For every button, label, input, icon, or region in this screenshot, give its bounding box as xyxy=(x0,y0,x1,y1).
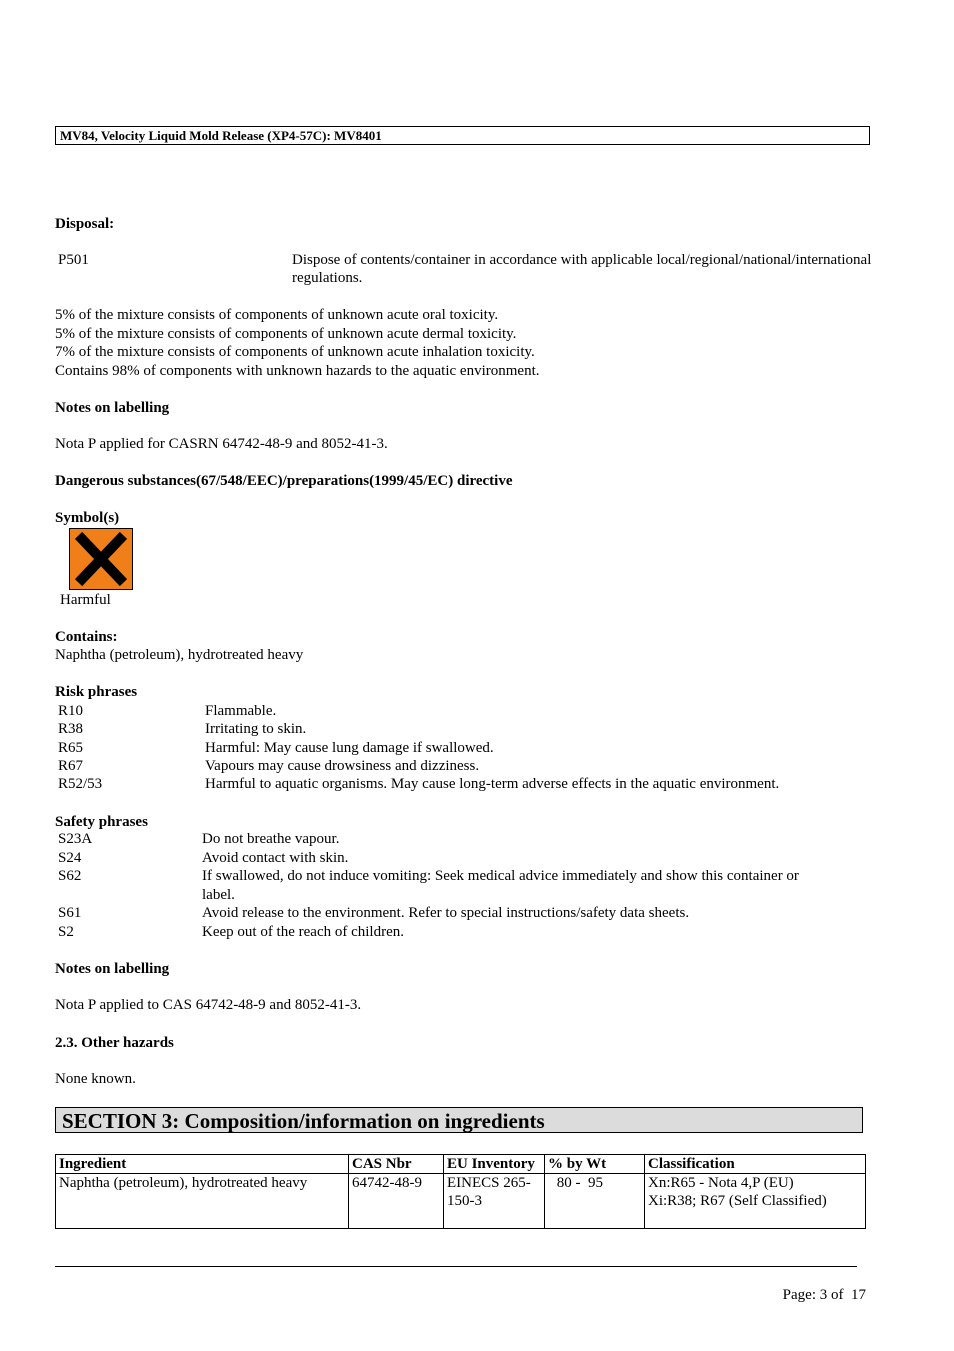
col-cas-nbr: CAS Nbr xyxy=(349,1155,444,1174)
section3-title: SECTION 3: Composition/information on ingredients xyxy=(55,1107,863,1133)
risk-text-r10: Flammable. xyxy=(205,703,277,719)
safety-text-s61: Avoid release to the environment. Refer to special instructions/safety data sheets. xyxy=(202,905,690,921)
risk-text-r52-53: Harmful to aquatic organisms. May cause long-term adverse effects in the aquatic environment. xyxy=(205,776,780,792)
notes-labelling-text: Nota P applied for CASRN 64742-48-9 and 8052-41-3. xyxy=(55,436,388,452)
risk-code-r67: R67 xyxy=(58,758,84,774)
other-hazards-text: None known. xyxy=(55,1071,136,1087)
contains-text: Naphtha (petroleum), hydrotreated heavy xyxy=(55,647,304,663)
notes-labelling-heading-2: Notes on labelling xyxy=(55,961,170,977)
symbol-caption: Harmful xyxy=(60,592,111,608)
toxicity-note-aquatic: Contains 98% of components with unknown hazards to the aquatic environment. xyxy=(55,363,540,379)
toxicity-note-inhalation: 7% of the mixture consists of components of unknown acute inhalation toxicity. xyxy=(55,344,535,360)
cell-class-line1: Xn:R65 - Nota 4,P (EU) xyxy=(648,1175,794,1191)
col-eu-inventory: EU Inventory xyxy=(444,1155,545,1174)
disposal-code: P501 xyxy=(58,252,89,268)
risk-code-r10: R10 xyxy=(58,703,84,719)
cell-eu-inventory xyxy=(444,1174,545,1229)
safety-code-s62: S62 xyxy=(58,868,82,884)
notes-labelling-text-2: Nota P applied to CAS 64742-48-9 and 8052-41-3. xyxy=(55,997,362,1013)
risk-phrases-heading: Risk phrases xyxy=(55,684,138,700)
cell-eu-line1: EINECS 265- xyxy=(447,1175,531,1191)
toxicity-note-dermal: 5% of the mixture consists of components of unknown acute dermal toxicity. xyxy=(55,326,517,342)
ingredients-table xyxy=(55,1154,866,1229)
toxicity-note-oral: 5% of the mixture consists of components of unknown acute oral toxicity. xyxy=(55,307,499,323)
safety-text-s24: Avoid contact with skin. xyxy=(202,850,349,866)
cell-eu-line2: 150-3 xyxy=(447,1193,482,1209)
safety-code-s2: S2 xyxy=(58,924,74,940)
risk-text-r38: Irritating to skin. xyxy=(205,721,307,737)
safety-text-s62-cont: label. xyxy=(202,887,235,903)
risk-code-r65: R65 xyxy=(58,740,84,756)
col-pct-by-wt: % by Wt xyxy=(545,1155,645,1174)
directive-heading: Dangerous substances(67/548/EEC)/preparations(1999/45/EC) directive xyxy=(55,473,513,489)
safety-text-s62: If swallowed, do not induce vomiting: Seek medical advice immediately and show this container or xyxy=(202,868,799,884)
cell-cas: 64742-48-9 xyxy=(349,1174,444,1229)
safety-text-s2: Keep out of the reach of children. xyxy=(202,924,404,940)
other-hazards-heading: 2.3. Other hazards xyxy=(55,1035,174,1051)
risk-text-r65: Harmful: May cause lung damage if swallowed. xyxy=(205,740,494,756)
disposal-text-line1: Dispose of contents/container in accordance with applicable local/regional/national/international xyxy=(292,252,872,268)
document-header-title: MV84, Velocity Liquid Mold Release (XP4-57C): MV8401 xyxy=(55,126,870,145)
safety-code-s24: S24 xyxy=(58,850,82,866)
notes-labelling-heading: Notes on labelling xyxy=(55,400,170,416)
risk-code-r38: R38 xyxy=(58,721,84,737)
col-classification: Classification xyxy=(645,1155,866,1174)
safety-text-s23a: Do not breathe vapour. xyxy=(202,831,340,847)
footer-divider xyxy=(55,1266,857,1267)
risk-text-r67: Vapours may cause drowsiness and dizziness. xyxy=(205,758,480,774)
contains-heading: Contains: xyxy=(55,629,118,645)
harmful-symbol-icon xyxy=(69,528,133,590)
cell-class-line2: Xi:R38; R67 (Self Classified) xyxy=(648,1193,827,1209)
page-number: Page: 3 of 17 xyxy=(782,1287,866,1303)
cell-ingredient: Naphtha (petroleum), hydrotreated heavy xyxy=(56,1174,349,1229)
col-ingredient: Ingredient xyxy=(56,1155,349,1174)
cell-classification xyxy=(645,1174,866,1229)
safety-phrases-heading: Safety phrases xyxy=(55,814,148,830)
disposal-heading: Disposal: xyxy=(55,216,115,232)
risk-code-r52-53: R52/53 xyxy=(58,776,103,792)
safety-code-s23a: S23A xyxy=(58,831,93,847)
disposal-text-line2: regulations. xyxy=(292,270,363,286)
table-row xyxy=(56,1174,866,1229)
cell-wt: 80 - 95 xyxy=(545,1174,645,1229)
safety-code-s61: S61 xyxy=(58,905,82,921)
symbols-heading: Symbol(s) xyxy=(55,510,120,526)
table-header-row xyxy=(56,1155,866,1174)
